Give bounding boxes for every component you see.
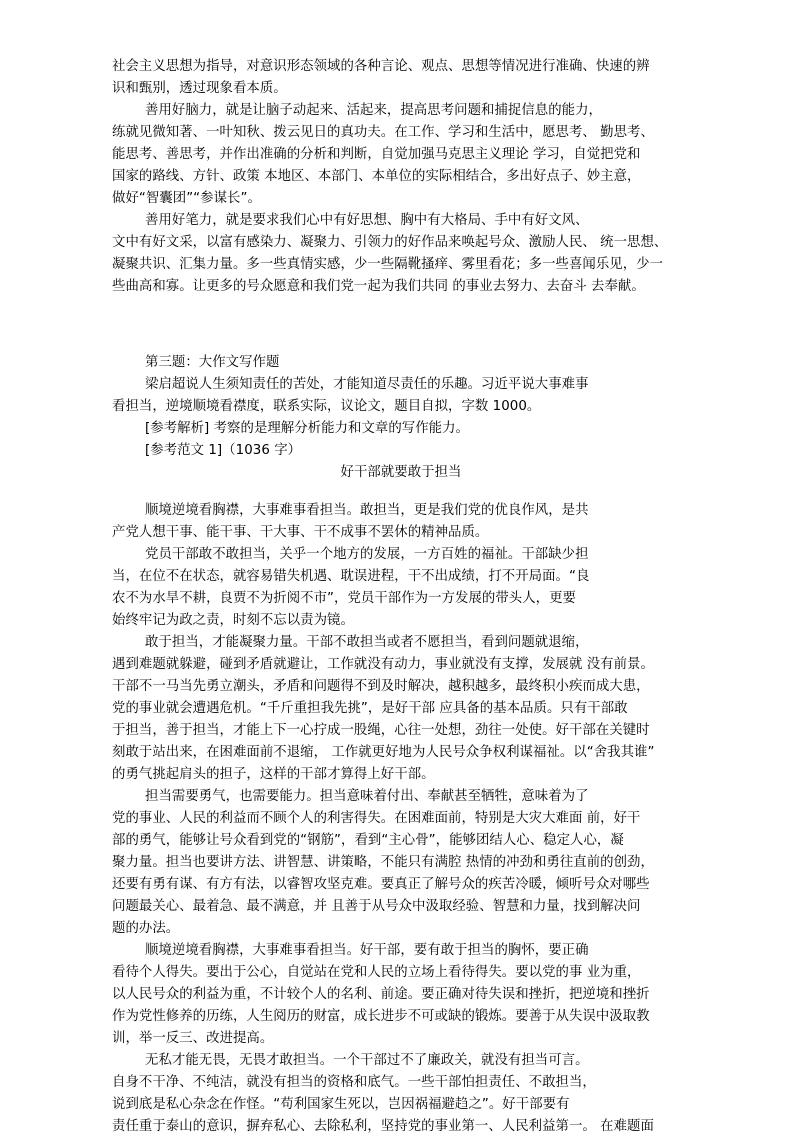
text-line: 无私才能无畏，无畏才敢担当。一个干部过不了廉政关，就没有担当可言。 xyxy=(145,1053,589,1068)
text-line: 当，在位不在状态，就容易错失机遇、耽误进程，干不出成绩，打不开局面。“良 xyxy=(112,569,590,584)
text-line: 敢于担当，才能凝聚力量。干部不敢担当或者不愿担当，看到问题就退缩， xyxy=(145,635,589,650)
text-line: 说到底是私心杂念在作怪。“苟利国家生死以，岂因祸福避趋之”。好干部要有 xyxy=(112,1097,570,1112)
text-line: 社会主义思想为指导，对意识形态领域的各种言论、观点、思想等情况进行准确、快速的辨 xyxy=(112,59,650,74)
text-line: 始终牢记为政之责，时刻不忘以责为镜。 xyxy=(112,613,354,628)
text-line: [参考范文 1]（1036 字） xyxy=(145,443,302,458)
text-line: 顺境逆境看胸襟，大事难事看担当。敢担当，更是我们党的优良作风，是共 xyxy=(145,503,589,518)
text-line: 看待个人得失。要出于公心，自觉站在党和人民的立场上看待得失。要以党的事 业为重， xyxy=(112,965,641,980)
text-line: 训，举一反三、改进提高。 xyxy=(112,1031,274,1046)
text-line: 自身不干净、不纯洁，就没有担当的资格和底气。一些干部怕担责任、不敢担当， xyxy=(112,1075,596,1090)
text-line: 能思考、善思考，并作出准确的分析和判断，自觉加强马克思主义理论 学习，自觉把党和 xyxy=(112,147,641,162)
text-line: 党的事业就会遭遇危机。“千斤重担我先挑”，是好干部 应具备的基本品质。只有干部敢 xyxy=(112,701,628,716)
text-line: 以人民号众的利益为重，不计较个人的名利、前途。要正确对待失误和挫折，把逆境和挫折 xyxy=(112,987,650,1002)
text-line: 党员干部敢不敢担当，关乎一个地方的发展，一方百姓的福祉。干部缺少担 xyxy=(145,547,589,562)
text-line: 善用好笔力，就是要求我们心中有好思想、胸中有大格局、手中有好文风、 xyxy=(145,213,589,228)
text-line: 还要有勇有谋、有方有法，以睿智攻坚克难。要真正了解号众的疾苦冷暖，倾听号众对哪些 xyxy=(112,877,650,892)
text-line: 问题最关心、最着急、最不满意，并 且善于从号众中汲取经验、智慧和力量，找到解决问 xyxy=(112,899,641,914)
text-line: 遇到难题就躲避，碰到矛盾就避让，工作就没有动力，事业就没有支撑，发展就 没有前景。 xyxy=(112,657,654,672)
text-line: 些曲高和寡。让更多的号众愿意和我们党一起为我们共同 的事业去努力、去奋斗 去奉献。 xyxy=(112,279,645,294)
text-line: 于担当，善于担当，才能上下一心拧成一股绳，心往一处想，劲往一处使。好干部在关键时 xyxy=(112,723,650,738)
text-line: 担当需要勇气，也需要能力。担当意味着付出、奉献甚至牺牲，意味着为了 xyxy=(145,789,589,804)
text-line: 产党人想干事、能干事、干大事、干不成事不罢休的精神品质。 xyxy=(112,525,489,540)
essay-title: 好干部就要敢于担当 xyxy=(340,465,462,480)
text-line: 部的勇气，能够让号众看到党的“钢筋”，看到“主心骨”，能够团结人心、稳定人心，凝 xyxy=(112,833,624,848)
text-line: 练就见微知著、一叶知秋、拨云见日的真功夫。在工作、学习和生活中，愿思考、 勤思考、 xyxy=(112,125,654,140)
text-line: 凝聚共识、汇集力量。多一些真情实感，少一些隔靴搔痒、雾里看花；多一些喜闻乐见，少一 xyxy=(112,257,664,272)
question-heading: 第三题：大作文写作题 xyxy=(145,355,280,370)
text-line: 文中有好文采，以富有感染力、凝聚力、引领力的好作品来唤起号众、激励人民、 统一思想、 xyxy=(112,235,668,250)
text-line: 刻敢于站出来，在困难面前不退缩， 工作就更好地为人民号众争权利谋福祉。以“舍我其谁” xyxy=(112,745,655,760)
text-line: 干部不一马当先勇立潮头，矛盾和问题得不到及时解决，越积越多，最终积小疾而成大患， xyxy=(112,679,650,694)
text-line: 梁启超说人生须知责任的苦处，才能知道尽责任的乐趣。习近平说大事难事 xyxy=(145,377,589,392)
text-line: [参考解析] 考察的是理解分析能力和文章的写作能力。 xyxy=(145,421,469,436)
text-line: 看担当，逆境顺境看襟度，联系实际，议论文，题目自拟，字数 1000。 xyxy=(112,399,541,414)
text-line: 做好“智囊团”“参谋长”。 xyxy=(112,191,261,206)
text-line: 责任重于泰山的意识，摒弃私心、去除私利，坚持党的事业第一、人民利益第一。 在难题面 xyxy=(112,1119,654,1134)
text-line: 善用好脑力，就是让脑子动起来、活起来，提高思考问题和捕捉信息的能力， xyxy=(145,103,602,118)
text-line: 党的事业、人民的利益而不顾个人的利害得失。在困难面前，特别是大灾大难面 前，好干 xyxy=(112,811,641,826)
text-line: 国家的路线、方针、政策 本地区、本部门、本单位的实际相结合，多出好点子、妙主意， xyxy=(112,169,641,184)
text-line: 识和甄别，透过现象看本质。 xyxy=(112,81,287,96)
text-line: 聚力量。担当也要讲方法、讲智慧、讲策略，不能只有满腔 热情的冲劲和勇往直前的创劲， xyxy=(112,855,654,870)
text-line: 农不为水旱不耕，良贾不为折阅不市”，党员干部作为一方发展的带头人，更要 xyxy=(112,591,576,606)
text-line: 顺境逆境看胸襟，大事难事看担当。好干部，要有敢于担当的胸怀，要正确 xyxy=(145,943,589,958)
text-line: 题的办法。 xyxy=(112,921,180,936)
text-line: 作为党性修养的历练，人生阅历的财富，成长进步不可或缺的锻炼。要善于从失误中汲取教 xyxy=(112,1009,650,1024)
text-line: 的勇气挑起肩头的担子，这样的干部才算得上好干部。 xyxy=(112,767,435,782)
